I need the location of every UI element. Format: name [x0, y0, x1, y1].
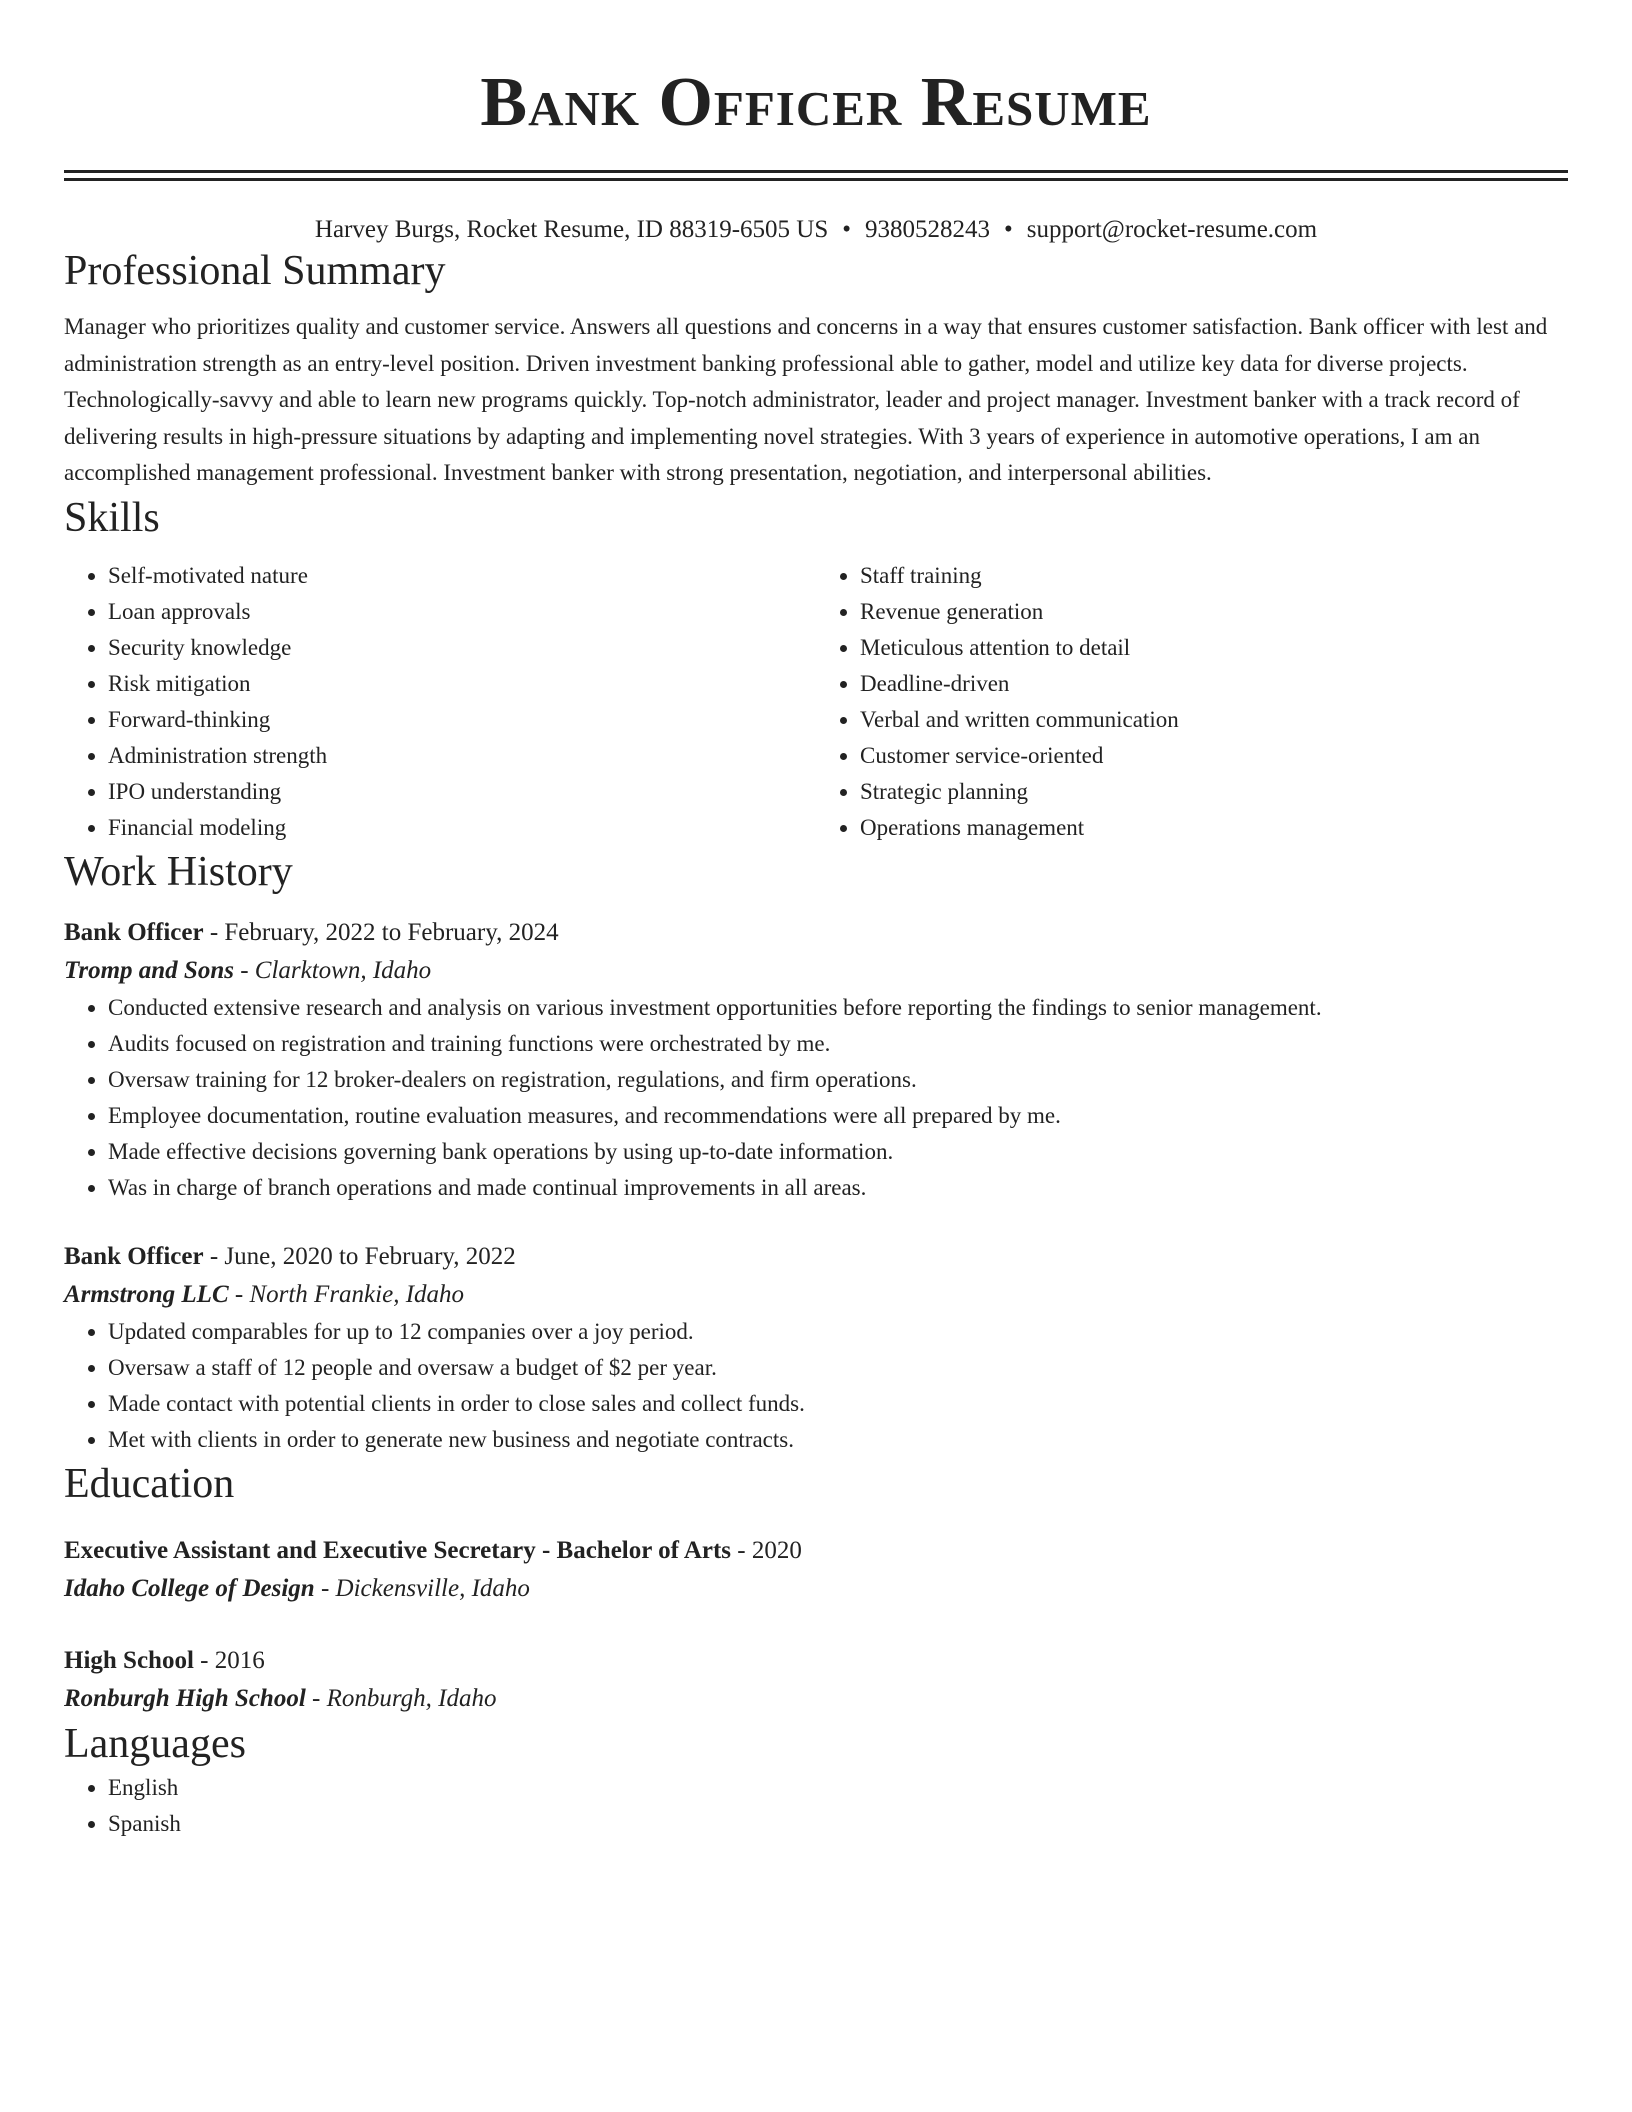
skill-item: • Financial modeling [108, 810, 816, 846]
skill-item: • Self-motivated nature [108, 558, 816, 594]
contact-separator: • [842, 216, 852, 243]
language-item: • Spanish [108, 1806, 1568, 1842]
resume-title: Bank Officer Resume [480, 64, 1152, 141]
employer-line [64, 952, 1568, 990]
job-duties-list [64, 1314, 1568, 1458]
education-entry [64, 1642, 1568, 1718]
contact-address: Harvey Burgs, Rocket Resume, ID 88319-6505 US [314, 216, 829, 243]
skills-right-column [816, 558, 1568, 846]
school-line [64, 1570, 1568, 1608]
contact-separator: • [1004, 216, 1013, 243]
skill-item: • Customer service-oriented [860, 738, 1568, 774]
school-location: - Dickensville, Idaho [314, 1574, 530, 1602]
job-title: Bank Officer [64, 918, 204, 946]
summary-text: Manager who prioritizes quality and customer service. Answers all questions and concerns in a way that ensures customer satisfaction. Bank officer with lest and administration strength as an entry-level position. Driven investment banking professional able to gather, model and utilize key data for diverse projects. Technologically-savvy and able to learn new programs quickly. Top-notch administrator, leader and project manager. Investment banker with a track record of delivering results in high-pressure situations by adapting and implementing novel strategies. With 3 years of experience in automotive operations, I am an accomplished management professional. Investment banker with strong presentation, negotiation, and interpersonal abilities. [64, 314, 1548, 485]
school-name: Ronburgh High School [64, 1684, 306, 1712]
education-heading: Education [64, 1460, 235, 1507]
skills-grid [64, 558, 1568, 846]
school-name: Idaho College of Design [64, 1574, 315, 1602]
job-duty: • Audits focused on registration and training functions were orchestrated by me. [108, 1026, 1568, 1062]
employer-location: - North Frankie, Idaho [228, 1280, 465, 1308]
contact-phone: 9380528243 [865, 216, 991, 243]
skills-heading: Skills [64, 494, 160, 541]
skill-item: • Meticulous attention to detail [860, 630, 1568, 666]
work-history-heading: Work History [64, 848, 293, 895]
degree-year: - 2020 [731, 1536, 802, 1564]
job-entry [64, 914, 1568, 1206]
school-location: - Ronburgh, Idaho [305, 1684, 497, 1712]
job-duty: • Made contact with potential clients in order to close sales and collect funds. [108, 1386, 1568, 1422]
job-dates: - June, 2020 to February, 2022 [203, 1242, 516, 1270]
skill-item: • Verbal and written communication [860, 702, 1568, 738]
degree-line [64, 1642, 1568, 1680]
degree-year: - 2016 [193, 1646, 265, 1674]
job-duty: • Oversaw training for 12 broker-dealers on registration, regulations, and firm operations. [108, 1062, 1568, 1098]
job-duty: • Was in charge of branch operations and made continual improvements in all areas. [108, 1170, 1568, 1206]
employer-name: Tromp and Sons [64, 956, 234, 984]
skill-item: • Revenue generation [860, 594, 1568, 630]
languages-heading: Languages [64, 1720, 246, 1767]
languages-list [64, 1770, 1568, 1842]
contact-line [64, 215, 1568, 245]
job-dates: - February, 2022 to February, 2024 [203, 918, 559, 946]
summary-heading: Professional Summary [64, 248, 446, 294]
skill-item: • Administration strength [108, 738, 816, 774]
employer-name: Armstrong LLC [64, 1280, 229, 1308]
degree-name: High School [64, 1646, 194, 1674]
job-title-line [64, 1238, 1568, 1276]
job-duty: • Oversaw a staff of 12 people and oversaw a budget of $2 per year. [108, 1350, 1568, 1386]
skill-item: • Staff training [860, 558, 1568, 594]
school-line [64, 1680, 1568, 1718]
language-item: • English [108, 1770, 1568, 1806]
skill-item: • Strategic planning [860, 774, 1568, 810]
job-title: Bank Officer [64, 1242, 204, 1270]
skill-item: • Risk mitigation [108, 666, 816, 702]
education-entry [64, 1532, 1568, 1608]
job-duty: • Updated comparables for up to 12 companies over a joy period. [108, 1314, 1568, 1350]
job-duty: • Employee documentation, routine evaluation measures, and recommendations were all prepared by me. [108, 1098, 1568, 1134]
job-duty: • Met with clients in order to generate new business and negotiate contracts. [108, 1422, 1568, 1458]
skill-item: • Operations management [860, 810, 1568, 846]
skill-item: • Deadline-driven [860, 666, 1568, 702]
skill-item: • IPO understanding [108, 774, 816, 810]
skill-item: • Loan approvals [108, 594, 816, 630]
skill-item: • Forward-thinking [108, 702, 816, 738]
job-duty: • Made effective decisions governing bank operations by using up-to-date information. [108, 1134, 1568, 1170]
title-divider [64, 170, 1568, 181]
skill-item: • Security knowledge [108, 630, 816, 666]
job-duty: • Conducted extensive research and analysis on various investment opportunities before reporting the findings to senior management. [108, 990, 1568, 1026]
employer-line [64, 1276, 1568, 1314]
job-title-line [64, 914, 1568, 952]
skills-left-column [64, 558, 816, 846]
job-entry [64, 1238, 1568, 1458]
degree-line [64, 1532, 1568, 1570]
employer-location: - Clarktown, Idaho [233, 956, 432, 984]
job-duties-list [64, 990, 1568, 1206]
degree-name: Executive Assistant and Executive Secretary - Bachelor of Arts [64, 1536, 732, 1564]
contact-email: support@rocket-resume.com [1026, 216, 1318, 243]
